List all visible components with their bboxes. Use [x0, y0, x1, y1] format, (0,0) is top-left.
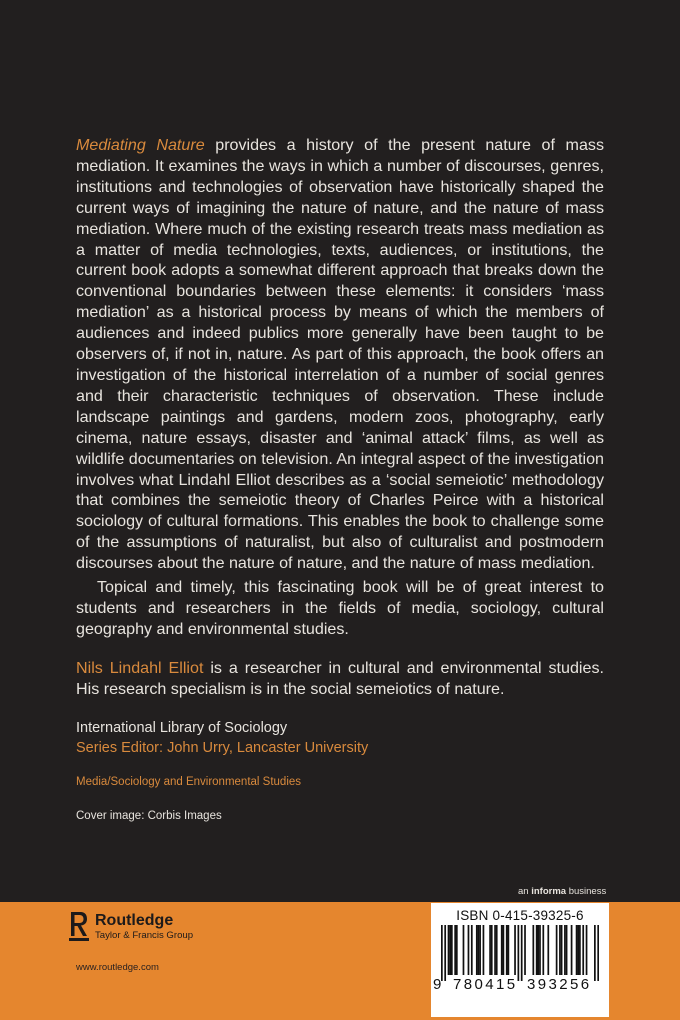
barcode-bar	[532, 925, 534, 975]
author-bio	[76, 658, 604, 700]
series-editor: Series Editor: John Urry, Lancaster University	[76, 739, 369, 756]
barcode-bar	[586, 925, 588, 975]
barcode-bar	[577, 925, 579, 975]
barcode-bar	[514, 925, 516, 975]
barcode-bar	[576, 925, 578, 975]
barcode-bar	[579, 925, 581, 975]
barcode-bar	[582, 925, 584, 975]
barcode-bar	[496, 925, 498, 975]
barcode-bar	[483, 925, 485, 975]
barcode-bar	[463, 925, 465, 975]
book-title: Mediating Nature	[76, 136, 205, 154]
barcode-bar	[537, 925, 539, 975]
subject-category: Media/Sociology and Environmental Studies	[76, 775, 302, 788]
barcode-bar	[508, 925, 510, 975]
barcode-bar	[476, 925, 478, 975]
barcode-bar	[542, 925, 544, 975]
blurb-paragraph-2: Topical and timely, this fascinating book will be of great interest to students and researchers in the fields of media, sociology, cultural geography and environmental studies.	[76, 578, 604, 638]
barcode-image	[441, 925, 599, 981]
barcode-bar	[597, 925, 599, 981]
barcode-bar	[468, 925, 470, 975]
barcode-bar	[491, 925, 493, 975]
barcode-bar	[456, 925, 458, 975]
barcode-bar	[518, 925, 520, 981]
author-name: Nils Lindahl Elliot	[76, 658, 204, 677]
barcode-bar	[448, 925, 450, 975]
barcode-bar	[444, 925, 446, 981]
ean-left-group: 780415	[453, 976, 518, 993]
isbn-label: ISBN 0-415-39325-6	[456, 908, 584, 923]
publisher-website: www.routledge.com	[76, 962, 159, 973]
barcode-bar	[451, 925, 453, 975]
barcode-bar	[539, 925, 541, 975]
barcode-bar	[441, 925, 443, 981]
barcode-bar	[556, 925, 558, 975]
barcode-bar	[489, 925, 491, 975]
informa-tagline	[518, 886, 606, 897]
barcode-bar	[503, 925, 505, 975]
barcode-bar	[524, 925, 526, 975]
barcode-bar	[594, 925, 596, 981]
barcode-bar	[478, 925, 480, 975]
barcode-bar	[547, 925, 549, 975]
barcode-bar	[566, 925, 568, 975]
barcode-bar	[571, 925, 573, 975]
informa-prefix: an	[518, 886, 532, 897]
barcode-bar	[561, 925, 563, 975]
publisher-name: Routledge	[95, 912, 174, 929]
barcode-bar	[506, 925, 508, 975]
barcode-bar	[454, 925, 456, 975]
barcode-bar	[564, 925, 566, 975]
routledge-logo-icon	[68, 910, 90, 944]
barcode-bar	[479, 925, 481, 975]
informa-suffix: business	[566, 886, 607, 897]
blurb-paragraph-1-text: provides a history of the present nature of mass mediation. It examines the ways in which a number of discourses, genres, institutions and technologies of observation have historically shaped the current ways of imagining the nature of nature, and the nature of mass mediation. Where much of the existing research treats mass mediation as a matter of media technologies, texts, audiences, or institutions, the current book adopts a somewhat different approach that breaks down the conventional boundaries between these elements: it considers ‘mass mediation’ as a historical process by means of which the members of audiences and indeed publics more generally have been taught to be observers of, if not in, nature. As part of this approach, the book offers an investigation of the historical interrelation of a number of social genres and their characteristic techniques of observation. These include landscape paintings and gardens, modern zoos, photography, early cinema, nature essays, disaster and ‘animal attack’ films, as well as wildlife documentaries on television. An integral aspect of the investigation involves what Lindahl Elliot describes as a ‘social semeiotic’ methodology that combines the semeiotic theory of Charles Peirce with a historical sociology of cultural formations. This enables the book to challenge some of the assumptions of naturalist, but also of culturalist and postmodern discourses about the nature of nature, and the nature of mass mediation.	[76, 136, 605, 573]
barcode-bar	[559, 925, 561, 975]
barcode-bar	[449, 925, 451, 975]
barcode-bar	[471, 925, 473, 975]
back-cover-text	[76, 135, 604, 822]
barcode-bar	[494, 925, 496, 975]
series-name: International Library of Sociology	[76, 719, 288, 736]
barcode-bar	[521, 925, 523, 981]
series-info	[76, 718, 604, 758]
cover-credit: Cover image: Corbis Images	[76, 809, 222, 822]
barcode-bar	[536, 925, 538, 975]
ean-right-group: 393256	[527, 976, 592, 993]
barcode-box	[431, 903, 609, 1017]
barcode-bar	[501, 925, 503, 975]
informa-bold: informa	[531, 886, 567, 897]
ean-first-digit: 9	[433, 976, 442, 993]
publisher-group: Taylor & Francis Group	[95, 930, 194, 941]
blurb-paragraph-1	[76, 135, 604, 574]
author-bio-text: is a researcher in cultural and environmental studies. His research specialism is in the social semeiotics of nature.	[76, 658, 604, 698]
publisher-brand	[95, 911, 193, 942]
